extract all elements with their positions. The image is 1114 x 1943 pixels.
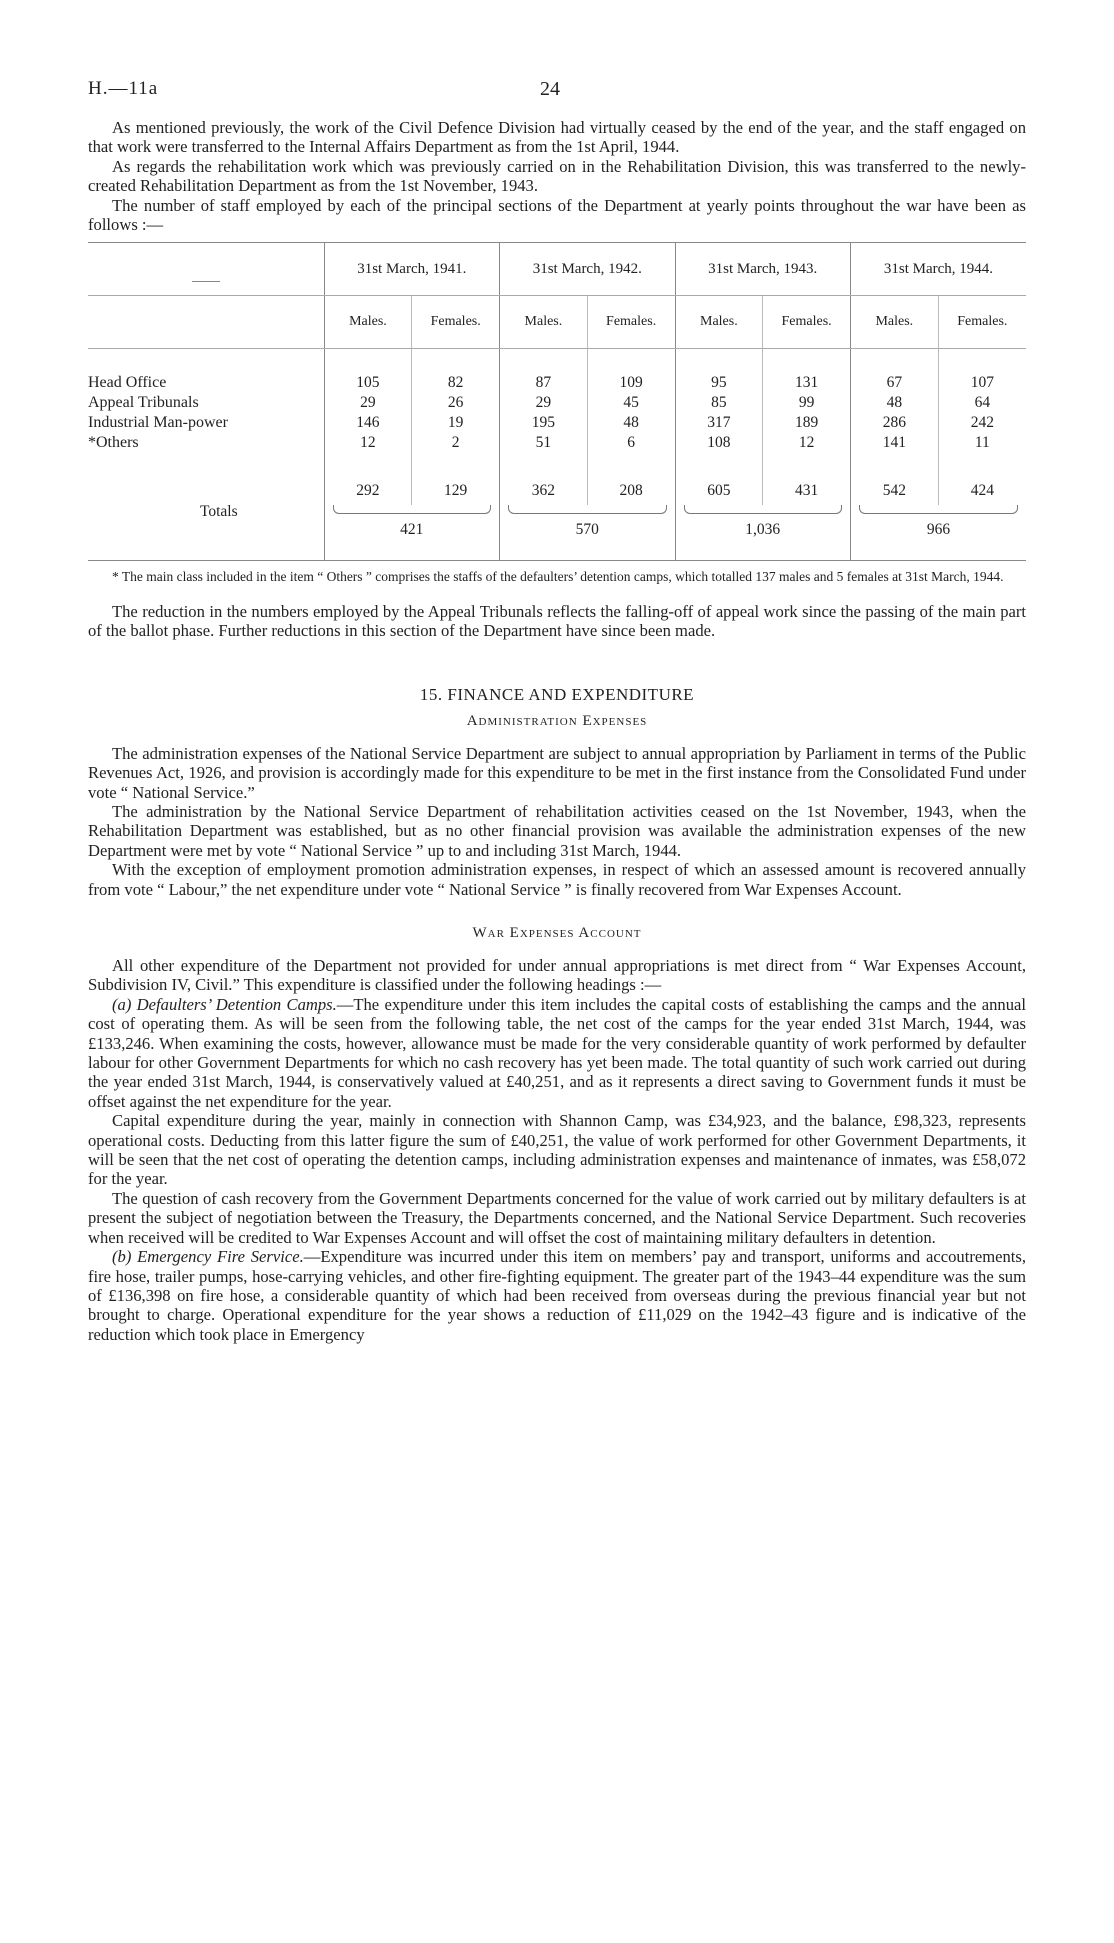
table-cell: 195 — [500, 413, 588, 433]
grand-total-cell: 570 — [500, 514, 675, 546]
page-number: 24 — [540, 78, 560, 100]
section-title: 15. FINANCE AND EXPENDITURE — [419, 684, 695, 704]
table-cell: 242 — [938, 413, 1026, 433]
total-brace — [684, 505, 842, 514]
item-a-text: —The expenditure under this item includes the capital costs of establishing the camps and the annual cost of operating them. As will be seen from the following table, the net cost of the camps for the year ended 31st March, 1944, was £133,246. When examining the costs, however, allowance must be made for the very considerable quantity of work performed by defaulter labour for other Government Departments for which no cash recovery has yet been made. The total quantity of such work carried out during the year ended 31st March, 1944, is conservatively valued at £40,251, and as it represents a direct saving to Government funds it must be offset against the net expenditure for the year. — [88, 994, 1026, 1111]
table-cell: 146 — [324, 413, 412, 433]
females-header: Females. — [412, 296, 500, 349]
table-cell: 108 — [675, 433, 763, 453]
table-cell: 45 — [587, 393, 675, 413]
total-cell: 292 — [324, 477, 412, 505]
intro-paragraph: The number of staff employed by each of the principal sections of the Department at yearly points throughout the war have been as follows :— — [88, 195, 1026, 235]
table-cell: 317 — [675, 413, 763, 433]
table-cell: 286 — [850, 413, 938, 433]
item-a-label: (a) Defaulters’ Detention Camps. — [112, 994, 337, 1014]
table-cell: 85 — [675, 393, 763, 413]
body-paragraph: The reduction in the numbers employed by the Appeal Tribunals reflects the falling-off of appeal work since the passing of the main part of the ballot phase. Further reductions in this section of the Department have since been made. — [88, 601, 1026, 641]
row-label: Appeal Tribunals — [88, 394, 199, 412]
row-label: Head Office — [88, 374, 167, 392]
item-a-paragraph — [88, 995, 1026, 1111]
totals-label: Totals — [199, 502, 238, 520]
table-cell: 105 — [324, 373, 412, 393]
total-cell: 431 — [763, 477, 851, 505]
table-cell: 51 — [500, 433, 588, 453]
body-paragraph: Capital expenditure during the year, mainly in connection with Shannon Camp, was £34,923, and the balance, £98,323, represents operational costs. Deducting from this latter figure the sum of £40,251, the value of work performed for other Government Departments, it will be seen that the net cost of operating the detention camps, including administration expenses and maintenance of inmates, was £58,072 for the year. — [88, 1111, 1026, 1189]
row-label: Industrial Man-power — [88, 414, 228, 432]
date-header: 31st March, 1944. — [850, 243, 1026, 296]
intro-paragraph: As regards the rehabilitation work which was previously carried on in the Rehabilitation Division, this was transferred to the newly-created Rehabilitation Department as from the 1st November, 1943. — [88, 156, 1026, 196]
table-cell: 131 — [763, 373, 851, 393]
table-cell: 48 — [850, 393, 938, 413]
body-paragraph: With the exception of employment promotion administration expenses, in respect of which an assessed amount is recovered annually from vote “ Labour,” the net expenditure under vote “ National Service ” is finally recovered from War Expenses Account. — [88, 860, 1026, 899]
stub-header — [88, 243, 324, 296]
table-cell: 99 — [763, 393, 851, 413]
table-cell: 82 — [412, 373, 500, 393]
item-b-text: —Expenditure was incurred under this item on members’ pay and transport, uniforms and accoutrements, fire hose, trailer pumps, hose-carrying vehicles, and other fire-fighting equipment. The greater part of the 1943–44 expenditure was the sum of £136,398 on fire hose, a considerable quantity of which had been received from overseas during the previous financial year but not brought to charge. Operational expenditure for the year shows a reduction of £11,029 on the 1942–43 figure and is indicative of the reduction which took place in Emergency — [88, 1247, 1026, 1344]
total-cell: 542 — [850, 477, 938, 505]
males-header: Males. — [850, 296, 938, 349]
table-cell: 109 — [587, 373, 675, 393]
body-paragraph: All other expenditure of the Department not provided for under annual appropriations is met direct from “ War Expenses Account, Subdivision IV, Civil.” This expenditure is classified under the following headings :— — [88, 956, 1026, 995]
females-header: Females. — [587, 296, 675, 349]
document-reference: H.—11a — [88, 78, 159, 99]
total-cell: 362 — [500, 477, 588, 505]
total-brace — [333, 505, 491, 514]
table-cell: 6 — [587, 433, 675, 453]
table-cell: 95 — [675, 373, 763, 393]
grand-total-cell: 421 — [324, 514, 499, 546]
females-header: Females. — [938, 296, 1026, 349]
row-label: *Others — [88, 434, 139, 452]
table-cell: 26 — [412, 393, 500, 413]
males-header: Males. — [500, 296, 588, 349]
table-cell: 189 — [763, 413, 851, 433]
table-cell: 11 — [938, 433, 1026, 453]
item-b-paragraph — [88, 1247, 1026, 1344]
document-page — [88, 78, 1026, 1344]
males-header: Males. — [324, 296, 412, 349]
total-cell: 208 — [587, 477, 675, 505]
table-row — [88, 393, 1026, 413]
subsection-heading: War Expenses Account — [472, 925, 642, 941]
table-cell: 141 — [850, 433, 938, 453]
total-brace — [508, 505, 666, 514]
body-paragraph: The question of cash recovery from the Government Departments concerned for the value of work carried out by military defaulters is at present the subject of negotiation between the Treasury, the Departments concerned, and the National Service Department. Such recoveries when received will be credited to War Expenses Account and will offset the cost of maintaining military defaulters in detention. — [88, 1188, 1026, 1247]
total-brace — [859, 505, 1018, 514]
females-header: Females. — [763, 296, 851, 349]
table-cell: 2 — [412, 433, 500, 453]
total-cell: 129 — [412, 477, 500, 505]
total-cell: 605 — [675, 477, 763, 505]
table-cell: 19 — [412, 413, 500, 433]
table-row — [88, 373, 1026, 393]
table-cell: 107 — [938, 373, 1026, 393]
totals-row — [88, 477, 1026, 505]
grand-total-cell: 966 — [850, 514, 1026, 546]
table-cell: 29 — [324, 393, 412, 413]
males-header: Males. — [675, 296, 763, 349]
date-header: 31st March, 1941. — [324, 243, 499, 296]
item-b-label: (b) Emergency Fire Service. — [112, 1247, 304, 1267]
table-cell: 48 — [587, 413, 675, 433]
table-cell: 12 — [763, 433, 851, 453]
table-footnote: * The main class included in the item “ Others ” comprises the staffs of the defaulters’ detention camps, which totalled 137 males and 5 females at 31st March, 1944. — [112, 569, 1004, 585]
table-row — [88, 433, 1026, 453]
table-cell: 29 — [500, 393, 588, 413]
subsection-heading: Administration Expenses — [466, 712, 648, 729]
body-paragraph: The administration expenses of the National Service Department are subject to annual appropriation by Parliament in terms of the Public Revenues Act, 1926, and provision is accordingly made for this expenditure to be met in the first instance from the Consolidated Fund under vote “ National Service.” — [88, 743, 1026, 802]
total-cell: 424 — [938, 477, 1026, 505]
body-paragraph: The administration by the National Service Department of rehabilitation activities ceased on the 1st November, 1943, when the Rehabilitation Department was established, but as no other financial provision was available the administration expenses of the new Department were met by vote “ National Service ” up to and including 31st March, 1944. — [88, 801, 1026, 860]
grand-total-cell: 1,036 — [675, 514, 850, 546]
table-cell: 64 — [938, 393, 1026, 413]
intro-paragraph: As mentioned previously, the work of the Civil Defence Division had virtually ceased by the end of the year, and the staff engaged on that work were transferred to the Internal Affairs Department as from the 1st April, 1944. — [88, 118, 1026, 157]
staff-table — [88, 242, 1026, 561]
date-header: 31st March, 1942. — [500, 243, 675, 296]
table-cell: 87 — [500, 373, 588, 393]
date-header: 31st March, 1943. — [675, 243, 850, 296]
table-cell: 12 — [324, 433, 412, 453]
page-header — [88, 78, 1026, 118]
table-row — [88, 413, 1026, 433]
table-cell: 67 — [850, 373, 938, 393]
